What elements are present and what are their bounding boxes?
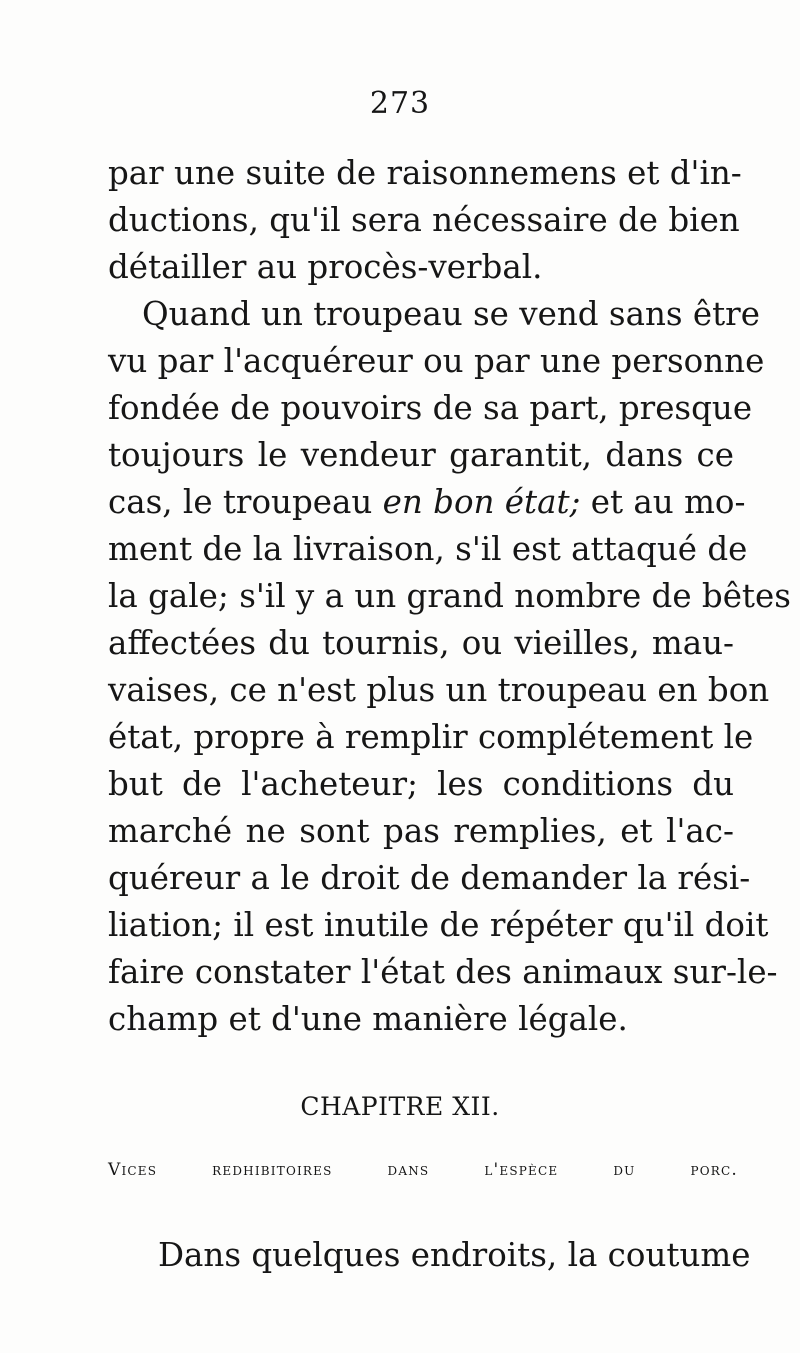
text-line: Quand un troupeau se vend sans être <box>142 295 760 333</box>
text-line: fondée de pouvoirs de sa part, presque <box>108 389 753 427</box>
page-number: 273 <box>369 86 431 121</box>
text-line: affectées du tournis, ou vieilles, mau- <box>108 624 734 662</box>
text-line: champ et d'une manière légale. <box>108 1000 628 1038</box>
italic-phrase: en bon état; <box>382 483 581 521</box>
paragraph-troupeau <box>108 291 791 1043</box>
text-line: détailler au procès-verbal. <box>108 248 543 286</box>
text-line-with-italic <box>108 479 746 526</box>
text-line: liation; il est inutile de répéter qu'il doit <box>108 906 769 944</box>
text-segment: et au mo- <box>580 483 746 521</box>
text-line: but de l'acheteur; les conditions du <box>108 765 734 803</box>
text-line: faire constater l'état des animaux sur-le- <box>108 953 778 991</box>
paragraph-continuation <box>108 150 742 291</box>
text-line: marché ne sont pas remplies, et l'ac- <box>108 812 734 850</box>
chapter-heading: CHAPITRE XII. <box>300 1092 500 1121</box>
text-line: vu par l'acquéreur ou par une personne <box>108 342 765 380</box>
text-line: ment de la livraison, s'il est attaqué de <box>108 530 748 568</box>
text-segment: cas, le troupeau <box>108 483 383 521</box>
text-line: ductions, qu'il sera nécessaire de bien <box>108 201 740 239</box>
text-line: état, propre à remplir complétement le <box>108 718 754 756</box>
paragraph-start-line: Dans quelques endroits, la coutume <box>158 1236 751 1274</box>
text-line: par une suite de raisonnemens et d'in- <box>108 154 742 192</box>
text-line: la gale; s'il y a un grand nombre de bêtes <box>108 577 791 615</box>
text-line: quéreur a le droit de demander la rési- <box>108 859 751 897</box>
body-text <box>108 150 791 1043</box>
text-line: toujours le vendeur garantit, dans ce <box>108 436 734 474</box>
text-line: vaises, ce n'est plus un troupeau en bon <box>108 671 770 709</box>
chapter-subtitle: Vices redhibitoires dans l'espèce du porc. <box>108 1160 738 1180</box>
